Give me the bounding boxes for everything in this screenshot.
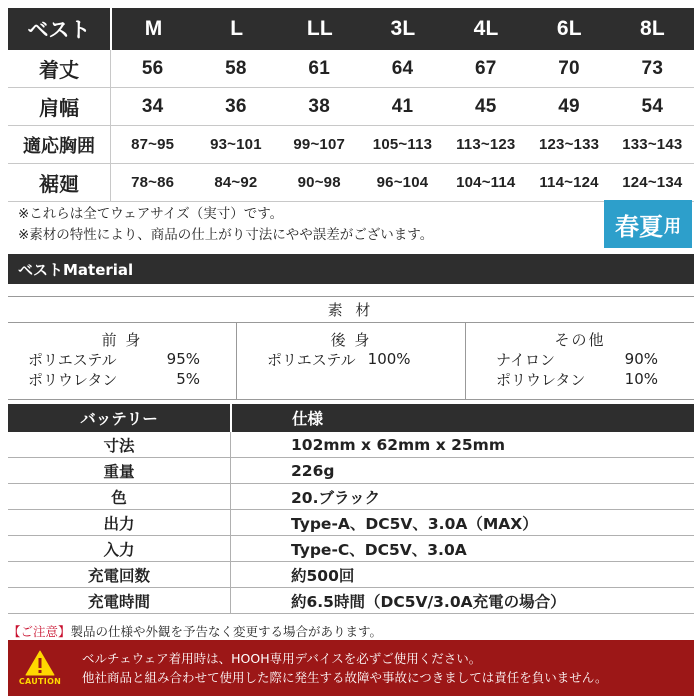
material-col-head: 後 身 xyxy=(330,331,372,349)
size-header-6l: 6L xyxy=(556,17,582,40)
material-pct: 95% xyxy=(166,350,200,368)
size-header-8l: 8L xyxy=(639,17,665,40)
battery-row-value: 226g xyxy=(230,458,694,483)
size-cell: 84~92 xyxy=(214,174,258,191)
battery-row-label: 充電回数 xyxy=(87,566,150,585)
material-box xyxy=(8,296,694,400)
size-cell: 105~113 xyxy=(372,136,433,153)
attention-tag: 【ご注意】 xyxy=(8,624,71,639)
battery-row xyxy=(8,588,694,614)
warning-icon xyxy=(25,650,55,676)
size-cell: 90~98 xyxy=(297,174,341,191)
battery-row xyxy=(8,458,694,484)
size-row-chest xyxy=(8,126,694,164)
material-item xyxy=(466,349,694,369)
size-row-label: 肩幅 xyxy=(8,88,110,125)
size-header-row xyxy=(8,8,694,50)
size-cell: 133~143 xyxy=(622,136,683,153)
material-name: ナイロン xyxy=(496,350,555,369)
size-header-ll: LL xyxy=(306,17,333,40)
material-col-back xyxy=(236,323,465,400)
size-header-3l: 3L xyxy=(390,17,416,40)
caution-icon-block xyxy=(8,650,68,686)
attention-note xyxy=(8,622,382,640)
battery-row-label: 重量 xyxy=(103,462,135,481)
caution-banner xyxy=(8,640,694,696)
size-cell: 73 xyxy=(641,57,664,79)
battery-row-value: 20.ブラック xyxy=(230,484,694,509)
material-pct: 10% xyxy=(624,370,658,388)
caution-icon-caption: CAUTION xyxy=(18,677,62,686)
battery-row xyxy=(8,484,694,510)
battery-row-value: 約500回 xyxy=(230,562,694,587)
battery-row-label: 入力 xyxy=(103,540,135,559)
material-col-front xyxy=(8,323,236,400)
material-section-title: ベストMaterial xyxy=(8,254,694,284)
material-col-head: その他 xyxy=(554,331,606,349)
size-cell: 49 xyxy=(558,95,580,117)
size-cell: 56 xyxy=(141,57,164,79)
material-pct: 90% xyxy=(624,350,658,368)
caution-line: ベルチェウェア着用時は、HOOH専用デバイスを必ずご使用ください。 xyxy=(82,651,482,666)
size-cell: 36 xyxy=(225,95,247,117)
battery-row-label: 寸法 xyxy=(103,436,135,455)
size-cell: 38 xyxy=(308,95,330,117)
material-name: ポリウレタン xyxy=(496,370,586,389)
size-cell: 123~133 xyxy=(538,136,600,153)
size-cell: 113~123 xyxy=(456,136,516,153)
size-header-l: L xyxy=(230,17,244,40)
battery-row-label: 出力 xyxy=(103,514,135,533)
battery-row-label: 色 xyxy=(111,488,127,507)
size-cell: 99~107 xyxy=(293,136,346,153)
material-pct: 5% xyxy=(176,370,200,388)
battery-header-value: 仕様 xyxy=(230,404,694,432)
season-badge xyxy=(604,200,692,248)
size-cell: 64 xyxy=(391,57,414,79)
size-cell: 78~86 xyxy=(131,174,175,191)
material-item xyxy=(8,369,236,389)
battery-row-value: Type-A、DC5V、3.0A（MAX） xyxy=(230,510,694,535)
material-col-other xyxy=(465,323,694,400)
battery-row-value: Type-C、DC5V、3.0A xyxy=(230,536,694,561)
material-item xyxy=(8,349,236,369)
battery-row xyxy=(8,510,694,536)
material-item xyxy=(237,349,465,369)
size-cell: 45 xyxy=(474,95,497,117)
size-cell: 61 xyxy=(308,57,330,79)
battery-row xyxy=(8,562,694,588)
season-badge-main: 春夏 xyxy=(615,212,663,241)
attention-text: 製品の仕様や外観を予告なく変更する場合があります。 xyxy=(70,624,383,639)
material-name: ポリウレタン xyxy=(28,370,118,389)
size-notes xyxy=(18,204,433,246)
battery-table xyxy=(8,404,694,614)
size-cell: 58 xyxy=(225,57,247,79)
material-name: ポリエステル xyxy=(28,350,117,369)
season-badge-suffix: 用 xyxy=(664,216,681,237)
size-cell: 124~134 xyxy=(622,174,683,191)
size-header-label: ベスト xyxy=(8,8,110,50)
battery-row xyxy=(8,536,694,562)
size-row-shoulder xyxy=(8,88,694,126)
size-cell: 34 xyxy=(141,95,164,117)
battery-header-row xyxy=(8,404,694,432)
material-box-title: 素 材 xyxy=(8,297,694,323)
size-row-length xyxy=(8,50,694,88)
battery-header-label: バッテリー xyxy=(80,410,158,428)
size-row-label: 適応胸囲 xyxy=(8,126,110,163)
size-header-m: M xyxy=(144,17,163,40)
material-name: ポリエステル xyxy=(267,350,356,369)
battery-row-label: 充電時間 xyxy=(87,592,150,611)
size-cell: 87~95 xyxy=(131,136,175,153)
caution-text xyxy=(68,649,608,687)
size-cell: 93~101 xyxy=(210,136,262,153)
battery-row-value: 約6.5時間（DC5V/3.0A充電の場合） xyxy=(230,588,694,613)
material-item xyxy=(466,369,694,389)
size-cell: 54 xyxy=(641,95,664,117)
size-cell: 104~114 xyxy=(456,174,516,191)
note-line: ※素材の特性により、商品の仕上がり寸法にやや誤差がございます。 xyxy=(18,227,434,243)
size-row-label: 裾廻 xyxy=(8,164,110,201)
size-cell: 70 xyxy=(558,57,580,79)
size-cell: 114~124 xyxy=(539,174,599,191)
size-row-label: 着丈 xyxy=(8,50,110,87)
material-col-head: 前 身 xyxy=(101,331,143,349)
battery-row-value: 102mm x 62mm x 25mm xyxy=(230,432,694,457)
size-cell: 41 xyxy=(391,95,414,117)
material-pct: 100% xyxy=(367,350,411,368)
note-line: ※これらは全てウェアサイズ（実寸）です。 xyxy=(18,206,284,222)
size-header-4l: 4L xyxy=(473,17,499,40)
size-table xyxy=(8,8,694,202)
size-cell: 96~104 xyxy=(376,174,429,191)
battery-row xyxy=(8,432,694,458)
size-row-hem xyxy=(8,164,694,202)
size-cell: 67 xyxy=(474,57,497,79)
caution-line: 他社商品と組み合わせて使用した際に発生する故障や事故につきましては責任を負いません。 xyxy=(82,670,608,685)
